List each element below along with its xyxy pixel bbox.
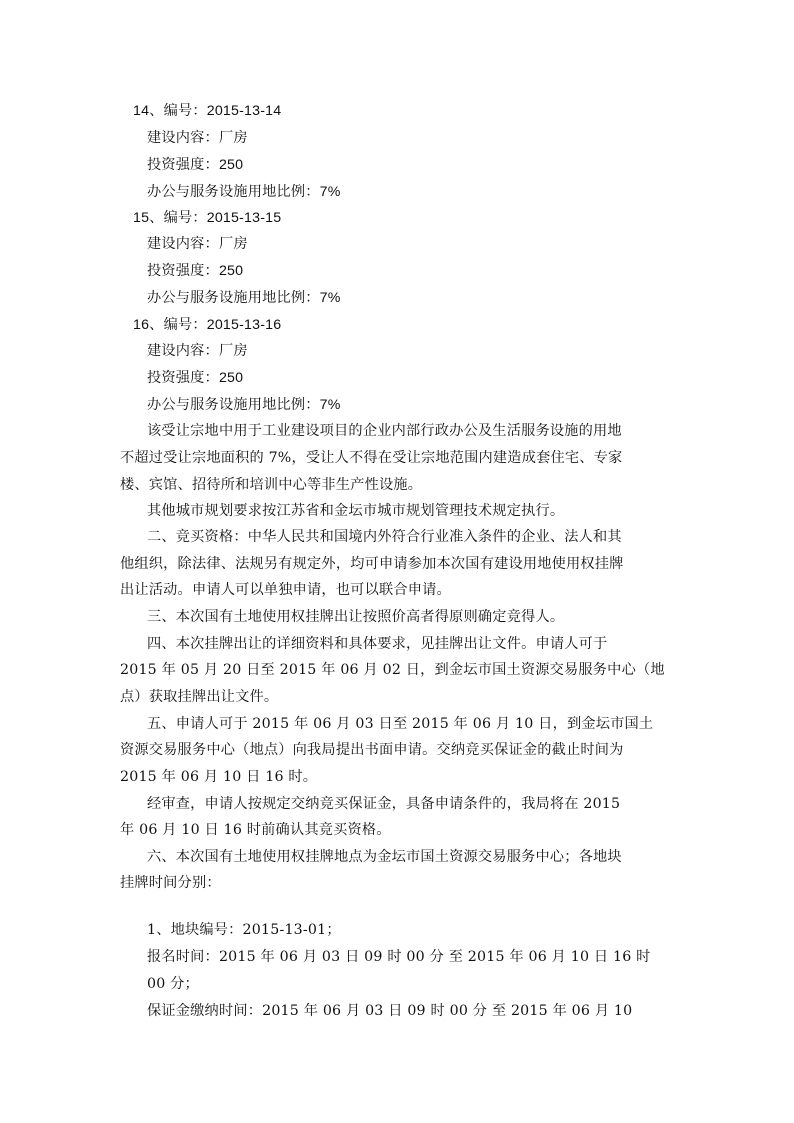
planning-requirements-paragraph: 其他城市规划要求按江苏省和金坛市城市规划管理技术规定执行。 [147, 503, 565, 519]
plot-15-office-ratio: 办公与服务设施用地比例：7% [147, 290, 341, 306]
review-paragraph-line-2: 年 06 月 10 日 16 时前确认其竞买资格。 [120, 822, 391, 838]
section-5-line-3: 2015 年 06 月 10 日 16 时。 [120, 769, 318, 785]
section-5-line-1: 五、申请人可于 2015 年 06 月 03 日至 2015 年 06 月 10 日，到金坛市国土 [147, 716, 654, 732]
plot-16-office-ratio: 办公与服务设施用地比例：7% [147, 397, 341, 413]
section-3: 三、本次国有土地使用权挂牌出让按照价高者得原则确定竞得人。 [147, 609, 565, 625]
deposit-payment-time: 保证金缴纳时间：2015 年 06 月 03 日 09 时 00 分 至 2015 年 06 月 10 [147, 1003, 633, 1019]
section-2-line-3: 出让活动。申请人可以单独申请，也可以联合申请。 [120, 582, 451, 598]
plot-15-number: 15、编号：2015-13-15 [133, 210, 282, 226]
review-paragraph-line-1: 经审查，申请人按规定交纳竞买保证金，具备申请条件的，我局将在 2015 [147, 796, 621, 812]
section-5-line-2: 资源交易服务中心（地点）向我局提出书面申请。交纳竞买保证金的截止时间为 [120, 742, 624, 758]
registration-time-line-1: 报名时间：2015 年 06 月 03 日 09 时 00 分 至 2015 年 06 月 10 日 16 时 [147, 949, 651, 965]
section-2-line-1: 二、竞买资格：中华人民共和国境内外符合行业准入条件的企业、法人和其 [147, 529, 622, 545]
plot-15-investment: 投资强度：250 [147, 263, 244, 279]
office-land-paragraph-line-3: 楼、宾馆、招待所和培训中心等非生产性设施。 [120, 477, 423, 493]
plot-16-content: 建设内容：厂房 [147, 343, 248, 359]
section-6-line-2: 挂牌时间分别： [120, 875, 221, 891]
office-land-paragraph-line-1: 该受让宗地中用于工业建设项目的企业内部行政办公及生活服务设施的用地 [147, 423, 622, 439]
plot-14-content: 建设内容：厂房 [147, 130, 248, 146]
section-2-line-2: 他组织，除法律、法规另有规定外，均可申请参加本次国有建设用地使用权挂牌 [120, 556, 624, 572]
office-land-paragraph-line-2: 不超过受让宗地面积的 7%，受让人不得在受让宗地范围内建造成套住宅、专家 [120, 450, 623, 466]
plot-01-number: 1、地块编号：2015-13-01； [147, 922, 341, 938]
plot-14-number: 14、编号：2015-13-14 [133, 103, 282, 119]
plot-14-investment: 投资强度：250 [147, 157, 244, 173]
plot-14-office-ratio: 办公与服务设施用地比例：7% [147, 184, 341, 200]
section-6-line-1: 六、本次国有土地使用权挂牌地点为金坛市国土资源交易服务中心；各地块 [147, 849, 622, 865]
plot-15-content: 建设内容：厂房 [147, 236, 248, 252]
registration-time-line-2: 00 分； [147, 976, 199, 992]
section-4-line-1: 四、本次挂牌出让的详细资料和具体要求，见挂牌出让文件。申请人可于 [147, 636, 608, 652]
section-4-line-2: 2015 年 05 月 20 日至 2015 年 06 月 02 日，到金坛市国土资源交易服务中心（地 [120, 662, 665, 678]
section-4-line-3: 点）获取挂牌出让文件。 [120, 689, 279, 705]
plot-16-investment: 投资强度：250 [147, 370, 244, 386]
plot-16-number: 16、编号：2015-13-16 [133, 317, 282, 333]
